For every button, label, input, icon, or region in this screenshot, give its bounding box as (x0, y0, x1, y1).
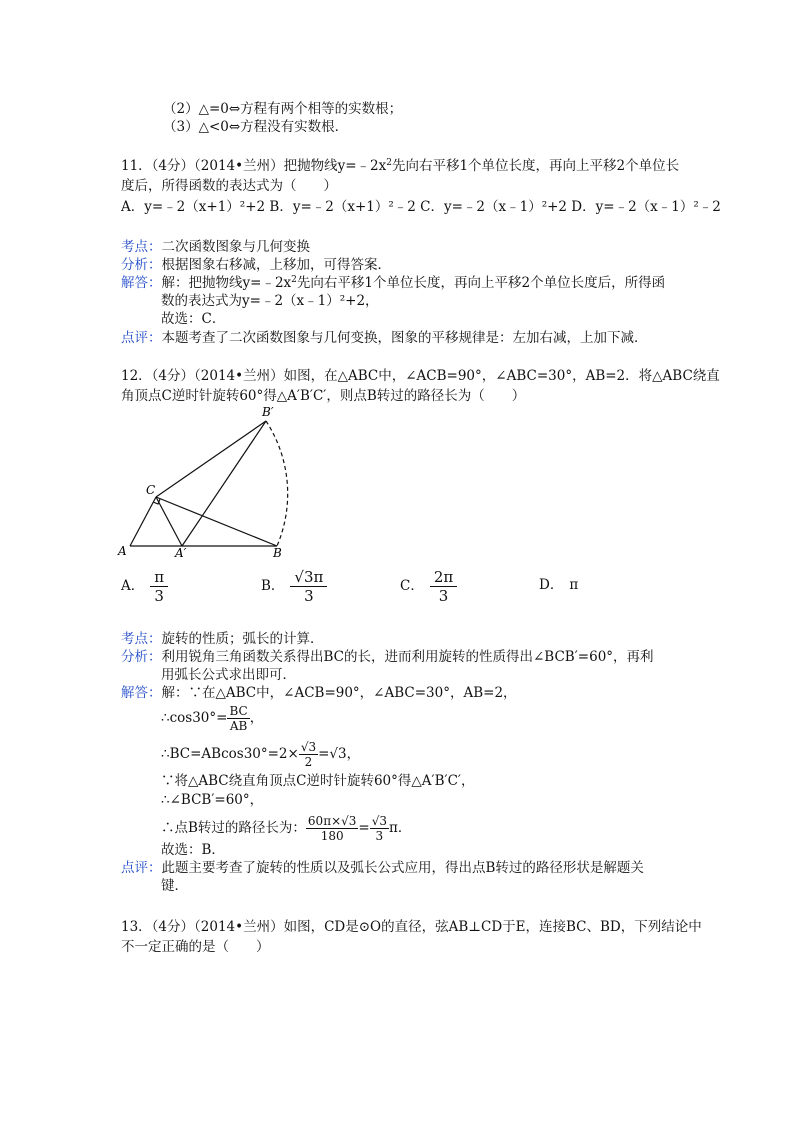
segment-CAprime (156, 497, 182, 546)
q13-stem-line1: 13．（4分）（2014•兰州）如图，CD是⊙O的直径，弦AB⊥CD于E，连接BC、BD，下列结论中 (121, 919, 702, 935)
q12-option-d: D． π (539, 577, 579, 593)
label-C: C (146, 483, 156, 497)
q12-fenxi-line2: 用弧长公式求出即可． (161, 667, 296, 683)
q12-option-a: A． $\frac{\pi}{3}$ (121, 568, 168, 605)
label-A: A (118, 544, 127, 558)
segment-AC (130, 497, 156, 546)
q11-jieda-line3: 故选：C． (161, 311, 226, 327)
q12-dianping-line2: 键． (161, 878, 188, 894)
q12-stem-line2: 角顶点C逆时针旋转60°得△A′B′C′，则点B转过的路径长为（ ） (121, 388, 526, 404)
q13-stem-line2: 不一定正确的是（ ） (121, 939, 270, 955)
q12-jieda-line4: ∵将△ABC绕直角顶点C逆时针旋转60°得△A′B′C′， (161, 773, 475, 789)
q12-fenxi-line1: 分析：利用锐角三角函数关系得出BC的长，进而利用旋转的性质得出∠BCB′=60°，再利 (121, 649, 654, 665)
q11-fenxi: 分析：根据图象右移减，上移加，可得答案． (121, 257, 391, 273)
q11-dianping: 点评：本题考查了二次函数图象与几何变换，图象的平移规律是：左加右减，上加下减． (121, 330, 648, 346)
q11-jieda-line1: 解答：解：把抛物线$y=﹣2x^2$先向右平移1个单位长度，再向上平移2个单位长度后，所得函 (121, 275, 666, 291)
q12-jieda-line5: ∴∠BCB′=60°， (161, 792, 264, 808)
label-B-prime: B′ (262, 405, 274, 419)
q11-kaodian: 考点：二次函数图象与几何变换 (121, 239, 310, 255)
q12-stem-line1: 12．（4分）（2014•兰州）如图，在△ABC中，∠ACB=90°，∠ABC=30°，AB=2．将△ABC绕直 (121, 368, 720, 384)
label-B: B (273, 546, 282, 560)
q12-option-c: C． $\frac{2\pi}{3}$ (400, 568, 457, 605)
q12-jieda-line1: 解答：解：∵在△ABC中，∠ACB=90°，∠ABC=30°，AB=2， (121, 685, 517, 701)
q12-kaodian: 考点：旋转的性质；弧长的计算． (121, 631, 324, 647)
segment-AprimeBprime (182, 421, 266, 546)
arc-BBprime (266, 421, 288, 546)
segment-CB (156, 497, 277, 546)
q12-dianping-line1: 点评：此题主要考查了旋转的性质以及弧长公式应用，得出点B转过的路径形状是解题关 (121, 860, 644, 876)
q12-jieda-line3: ∴BC=ABcos30°=2× $\frac{√3}{2}$ =√3， (161, 740, 361, 769)
q12-jieda-line6: ∴点B转过的路径长为： $\frac{60\pi\times√3}{180}$ = $\frac{√3}{3}$ π． (161, 814, 412, 843)
q11-stem-line2: 度后，所得函数的表达式为（ ） (121, 178, 337, 194)
q12-jieda-line2: ∴cos30°= $\frac{BC}{AB}$ ， (161, 704, 264, 733)
label-A-prime: A′ (175, 546, 187, 560)
segment-CBprime (156, 421, 266, 497)
q12-jieda-line7: 故选：B． (161, 842, 225, 858)
q11-options: A．y=﹣2（x+1）²+2 B．y=﹣2（x+1）²﹣2 C．y=﹣2（x﹣1）²+2 D．y=﹣2（x﹣1）²﹣2 (121, 199, 721, 215)
condition-3: （3）△<0⇔方程没有实数根． (163, 119, 349, 135)
q11-stem-line1: 11．（4分）（2014•兰州）把抛物线$y=﹣2x^2$先向右平移1个单位长度，再向上平移2个单位长 (121, 158, 680, 174)
q11-jieda-line2: 数的表达式为y=﹣2（x﹣1）²+2， (161, 293, 379, 309)
condition-2: （2）△=0⇔方程有两个相等的实数根； (163, 101, 403, 117)
q12-option-b: B． $\frac{√3\pi}{3}$ (261, 568, 327, 605)
q12-figure (112, 404, 312, 564)
